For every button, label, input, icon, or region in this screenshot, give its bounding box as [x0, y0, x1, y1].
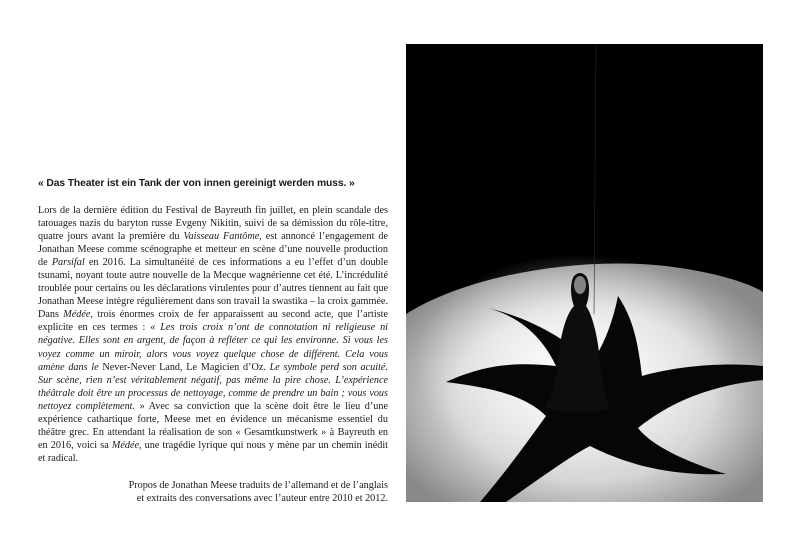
body-segment: , trois énormes croix de fer apparaissent au second acte, que l’artiste explicite en ces termes : «: [38, 309, 389, 334]
body-segment: Médée: [63, 309, 91, 321]
body-segment: en 2016. La simultanéité de ces informations a eu l’effet d’un double tsunami, noyant toute autre nouvelle de la Mecque wagnérienne cet été. L’incrédulité troublée pour certains ou les déclarations virulentes pour d’autres tiennent au fait que Jonathan Meese intègre régulièrement dans son travail la swastika – la croix gammée. Dans: [38, 257, 388, 321]
body-segment: , est annoncé l’engagement de Jonathan Meese comme scénographe et metteur en scène d’une nouvelle production de: [38, 231, 389, 269]
article-body: [38, 204, 388, 465]
body-segment: Vaisseau Fantôme: [183, 231, 260, 243]
credits: [38, 479, 388, 505]
stage-photo: [406, 44, 763, 502]
credits-line: Propos de Jonathan Meese traduits de l’allemand et de l’anglais: [128, 479, 388, 491]
body-segment: , une tragédie lyrique qui nous y mène par un chemin inédit et radical.: [38, 439, 388, 464]
body-segment: Lors de la dernière édition du Festival de Bayreuth fin juillet, en plein scandale des tatouages nazis du baryton russe Evgeny Nikitin, suivi de sa démission du rôle-titre, quatre jours avant la première du: [38, 205, 388, 243]
body-segment: Médée: [111, 439, 140, 451]
body-segment: Le symbole perd son acuité. Sur scène, rien n’est véritablement négatif, pas même la pire chose. L’expérience théâtrale doit être un processus de nettoyage, comme de prendre un bain ; vous vous nettoyez complètement.: [38, 361, 388, 412]
body-segment: Never-Never Land, Le Magicien d’Oz.: [102, 361, 266, 373]
article-column: [38, 178, 388, 505]
body-segment: Parsifal: [51, 257, 85, 269]
stage-photo-icon: [406, 44, 763, 502]
article-heading: « Das Theater ist ein Tank der von innen gereinigt werden muss. »: [38, 178, 355, 189]
body-segment: Les trois croix n’ont de connotation ni religieuse ni négative. Elles sont en argent, de façon à refléter ce qui les environne. Si vous les voyez comme un miroir, alors vous voyez quelque chose de différent. Cela vous amène dans le: [38, 322, 388, 373]
credits-line: et extraits des conversations avec l’auteur entre 2010 et 2012.: [136, 492, 388, 504]
body-segment: » Avec sa conviction que la scène doit être le lieu d’une expérience cathartique forte, Meese met en évidence un mécanisme essentiel du théâtre grec. En attendant la réalisation de son « Gesamtkunstwerk » à Bayreuth en en 2016, voici sa: [38, 400, 388, 451]
